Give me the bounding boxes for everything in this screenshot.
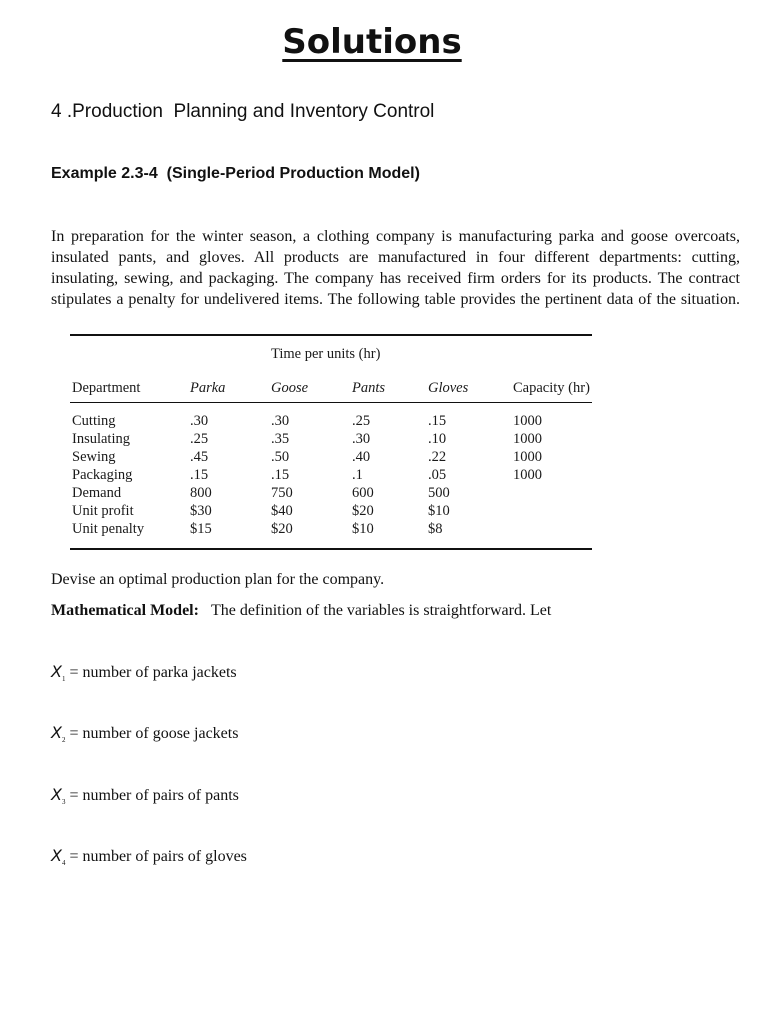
variable-text: = number of pairs of gloves xyxy=(69,848,247,865)
column-header-pants: Pants xyxy=(352,380,386,396)
column-header-gloves: Gloves xyxy=(428,380,469,396)
table-cell: $10 xyxy=(352,521,374,537)
table-cell: 750 xyxy=(271,485,293,501)
table-cell: .45 xyxy=(190,449,209,465)
table-cell: $8 xyxy=(428,521,443,537)
table-cell: 600 xyxy=(352,485,374,501)
table-cell: 800 xyxy=(190,485,212,501)
table-cell: 1000 xyxy=(513,431,542,447)
table-cell: $20 xyxy=(352,503,374,519)
variable-symbol: X xyxy=(51,785,62,804)
table-cell: $40 xyxy=(271,503,293,519)
variable-text: = number of parka jackets xyxy=(69,664,237,681)
table-cell: 1000 xyxy=(513,449,542,465)
column-header-goose: Goose xyxy=(271,380,309,396)
variable-definition xyxy=(51,785,239,806)
table-cell: .1 xyxy=(352,467,363,483)
table-group-header: Time per units (hr) xyxy=(271,346,381,362)
variable-index: 4 xyxy=(61,859,66,868)
variable-index: 3 xyxy=(61,798,66,807)
table-cell: .30 xyxy=(352,431,371,447)
table-cell: Cutting xyxy=(72,413,116,429)
table-cell: .22 xyxy=(428,449,447,465)
table-cell: .35 xyxy=(271,431,290,447)
intro-paragraph: In preparation for the winter season, a clothing company is manufacturing parka and goose overcoats, insulated pants, and gloves. All products are manufactured in four different departments: cutting, insulating, sewing, and packaging. The company has received firm orders for its products. The contract stipulates a penalty for undelivered items. The following table provides the pertinent data of the situation. xyxy=(51,228,740,308)
table-cell: .15 xyxy=(271,467,290,483)
table-top-rule xyxy=(70,334,592,336)
column-header-department: Department xyxy=(72,380,141,396)
variable-text: = number of goose jackets xyxy=(69,725,239,742)
model-line xyxy=(51,602,551,620)
data-table xyxy=(66,334,594,552)
table-cell: .25 xyxy=(190,431,209,447)
table-cell: .30 xyxy=(190,413,209,429)
variable-definition xyxy=(51,846,247,867)
table-cell: 500 xyxy=(428,485,450,501)
table-cell: $30 xyxy=(190,503,212,519)
variable-definition xyxy=(51,723,238,744)
table-cell: Unit profit xyxy=(72,503,134,519)
table-cell: .05 xyxy=(428,467,447,483)
table-header-rule xyxy=(70,402,592,403)
example-heading: Example 2.3-4 (Single-Period Production Model) xyxy=(51,165,420,182)
variable-index: 1 xyxy=(61,675,66,684)
table-cell: .15 xyxy=(190,467,209,483)
table-cell: 1000 xyxy=(513,467,542,483)
page-title: Solutions xyxy=(282,22,462,62)
devise-text: Devise an optimal production plan for the company. xyxy=(51,571,385,588)
variable-symbol: X xyxy=(51,723,62,742)
table-cell: Demand xyxy=(72,485,122,501)
model-text: The definition of the variables is straightforward. Let xyxy=(210,602,552,619)
table-cell: Insulating xyxy=(72,431,130,447)
table-cell: $20 xyxy=(271,521,293,537)
variable-index: 2 xyxy=(61,736,66,745)
table-cell: Packaging xyxy=(72,467,133,483)
table-bottom-rule xyxy=(70,548,592,550)
variable-symbol: X xyxy=(51,846,62,865)
column-header-capacity: Capacity (hr) xyxy=(513,380,590,396)
table-cell: $10 xyxy=(428,503,450,519)
model-label: Mathematical Model: xyxy=(51,602,199,619)
table-cell: .25 xyxy=(352,413,371,429)
table-cell: .10 xyxy=(428,431,447,447)
table-cell: Sewing xyxy=(72,449,116,465)
table-cell: .15 xyxy=(428,413,447,429)
table-cell: .30 xyxy=(271,413,290,429)
variable-definition xyxy=(51,662,237,683)
table-cell: Unit penalty xyxy=(72,521,145,537)
section-heading: 4 .Production Planning and Inventory Control xyxy=(51,101,435,122)
column-header-parka: Parka xyxy=(190,380,226,396)
table-cell: $15 xyxy=(190,521,212,537)
table-cell: .50 xyxy=(271,449,290,465)
variable-text: = number of pairs of pants xyxy=(69,787,239,804)
table-cell: 1000 xyxy=(513,413,542,429)
table-cell: .40 xyxy=(352,449,371,465)
variable-symbol: X xyxy=(51,662,62,681)
